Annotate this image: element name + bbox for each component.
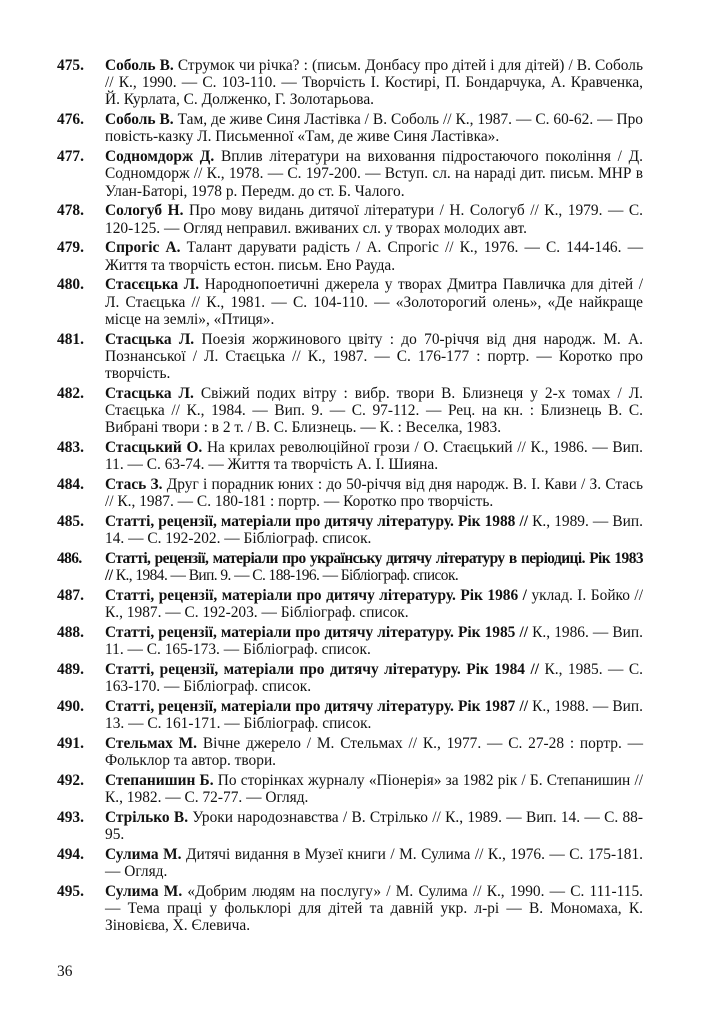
entry-text: К., 1986. — Вип. 11. — С. 165-173. — Бібліограф. список. (105, 624, 643, 659)
entry-number: 479. (57, 239, 84, 257)
entry-number: 484. (57, 476, 84, 494)
entry-text: К., 1989. — Вип. 14. — С. 192-202. — Бібліограф. список. (105, 513, 643, 548)
entry-text: Уроки народознавства / В. Стрілько // К., 1989. — Вип. 14. — С. 88-95. (105, 809, 643, 844)
entry-text: На крилах революційної грози / О. Стаєцький // К., 1986. — Вип. 11. — С. 63-74. — Життя та творчість А. І. Шияна. (105, 439, 643, 474)
entry-number: 477. (57, 148, 84, 166)
entry-author: Статті, рецензії, матеріали про дитячу літературу. Рік 1985 // (105, 624, 529, 642)
bibliography-entry (57, 661, 643, 695)
entry-number: 488. (57, 624, 84, 642)
entry-author: Соболь В. (105, 57, 174, 74)
entry-text: Вплив літератури на виховання підростаючого покоління / Д. Содномдорж // К., 1978. — С. 197-200. — Вступ. сл. на нараді дит. письм. МНР в Улан-Баторі, 1978 р. Передм. до ст. Б. Чалого. (105, 148, 643, 200)
entry-author: Соболь В. (105, 111, 174, 129)
entry-text: К., 1984. — Вип. 9. — С. 188-196. — Бібліограф. список. (115, 567, 459, 585)
entry-text: По сторінках журналу «Піонерія» за 1982 рік / Б. Степанишин // К., 1982. — С. 72-77. — Огляд. (105, 772, 643, 807)
entry-number: 476. (57, 111, 84, 129)
entry-author: Степанишин Б. (105, 772, 214, 790)
bibliography-entry (57, 587, 643, 621)
entry-number: 491. (57, 735, 84, 753)
entry-text: Талант дарувати радість / А. Спрогіс // К., 1976. — С. 144-146. — Життя та творчість естон. письм. Ено Рауда. (105, 239, 643, 274)
bibliography-entry (57, 276, 643, 328)
entry-number: 485. (57, 513, 84, 531)
entry-text: Струмок чи річка? : (письм. Донбасу про дітей і для дітей) / В. Соболь // К., 1990. — С. 103-110. — Творчість І. Костирі, П. Бондарчука, А. Кравченка, Й. Курлата, С. Долженко, Г. Золотарьова. (105, 57, 643, 109)
bibliography-entry (57, 148, 643, 200)
bibliography-list (57, 57, 643, 937)
entry-number: 475. (57, 57, 84, 74)
entry-text: Там, де живе Синя Ластівка / В. Соболь // К., 1987. — С. 60-62. — Про повість-казку Л. Письменної «Там, де живе Синя Ластівка». (105, 111, 643, 146)
entry-number: 478. (57, 202, 84, 220)
entry-author: Статті, рецензії, матеріали про дитячу літературу. Рік 1986 / (105, 587, 527, 605)
entry-number: 490. (57, 698, 84, 716)
entry-number: 494. (57, 846, 84, 864)
bibliography-entry (57, 57, 643, 109)
bibliography-entry (57, 111, 643, 145)
entry-author: Спрогіс А. (105, 239, 181, 257)
entry-text: Поезія жоржинового цвіту : до 70-річчя від дня народж. М. А. Познанської / Л. Стаєцька // К., 1987. — С. 176-177 : портр. — Коротко про творчість. (105, 330, 643, 383)
bibliography-entry (57, 513, 643, 547)
entry-text: «Добрим людям на послугу» / М. Сулима // К., 1990. — С. 111-115. — Тема праці у фольклорі для дітей та давній укр. л-рі — В. Мономаха, К. Зіновієва, Х. Єлевича. (105, 883, 643, 935)
entry-author: Стасєцька Л. (105, 276, 200, 294)
entry-author: Стась З. (105, 476, 163, 494)
entry-number: 495. (57, 883, 84, 901)
entry-number: 482. (57, 384, 84, 402)
entry-author: Стрілько В. (105, 809, 189, 827)
bibliography-entry (57, 772, 643, 806)
bibliography-entry (57, 239, 643, 273)
entry-number: 493. (57, 809, 84, 827)
entry-author: Содномдорж Д. (105, 148, 215, 166)
entry-author: Статті, рецензії, матеріали про дитячу літературу. Рік 1988 // (105, 513, 529, 531)
entry-text: Друг і порадник юних : до 50-річчя від дня народж. В. І. Кави / З. Стась // К., 1987. — С. 180-181 : портр. — Коротко про творчість. (105, 476, 643, 511)
bibliography-entry (57, 476, 643, 510)
entry-author: Сулима М. (105, 846, 182, 864)
page-number: 36 (57, 963, 73, 980)
entry-text: Про мову видань дитячої літератури / Н. Сологуб // К., 1979. — С. 120-125. — Огляд неправил. вживаних сл. у творах молодих авт. (105, 202, 643, 237)
entry-text: Вічне джерело / М. Стельмах // К., 1977. — С. 27-28 : портр. — Фольклор та автор. твори. (105, 735, 643, 770)
bibliography-entry (57, 883, 643, 935)
bibliography-entry (57, 809, 643, 843)
bibliography-entry (57, 698, 643, 732)
entry-number: 480. (57, 276, 84, 294)
entry-author: Статті, рецензії, матеріали про дитячу літературу. Рік 1984 // (105, 661, 540, 679)
entry-author: Статті, рецензії, матеріали про дитячу літературу. Рік 1987 // (105, 698, 529, 716)
bibliography-entry (57, 331, 643, 383)
entry-text: Свіжий подих вітру : вибр. твори В. Близнеця у 2-х томах / Л. Стаєцька // К., 1984. — Вип. 9. — С. 97-112. — Рец. на кн. : Близнець В. С. Вибрані твори : в 2 т. / В. С. Близнець. — К. : Веселка, 1983. (105, 384, 644, 437)
entry-author: Стасцький О. (105, 439, 203, 457)
bibliography-entry (57, 846, 643, 880)
entry-author: Сологуб Н. (105, 202, 184, 220)
entry-author: Статті, рецензії, матеріали про українську дитячу літературу в періодиці. Рік 1983 // (105, 550, 643, 585)
entry-text: К., 1985. — С. 163-170. — Бібліограф. список. (105, 661, 643, 696)
bibliography-entry (57, 439, 643, 473)
bibliography-entry (57, 385, 643, 437)
entry-number: 486. (57, 550, 82, 568)
entry-number: 487. (57, 587, 84, 605)
bibliography-entry (57, 202, 643, 236)
entry-text: К., 1988. — Вип. 13. — С. 161-171. — Бібліограф. список. (105, 698, 643, 733)
bibliography-entry (57, 735, 643, 769)
entry-number: 489. (57, 661, 84, 679)
entry-author: Сулима М. (105, 883, 183, 901)
entry-author: Стельмах М. (105, 735, 198, 753)
entry-number: 483. (57, 439, 84, 457)
bibliography-entry (57, 624, 643, 658)
entry-text: Народнопоетичні джерела у творах Дмитра Павличка для дітей / Л. Стаєцька // К., 1981. — С. 104-110. — «Золоторогий олень», «Де найкраще місце на землі», «Птиця». (105, 276, 643, 328)
entry-number: 481. (57, 330, 84, 348)
entry-author: Стасцька Л. (105, 330, 195, 348)
entry-text: уклад. І. Бойко // К., 1987. — С. 192-203. — Бібліограф. список. (105, 587, 643, 622)
entry-text: Дитячі видання в Музеї книги / М. Сулима // К., 1976. — С. 175-181. — Огляд. (105, 846, 643, 881)
entry-author: Стасцька Л. (105, 384, 194, 402)
bibliography-entry (57, 550, 643, 584)
entry-number: 492. (57, 772, 84, 790)
